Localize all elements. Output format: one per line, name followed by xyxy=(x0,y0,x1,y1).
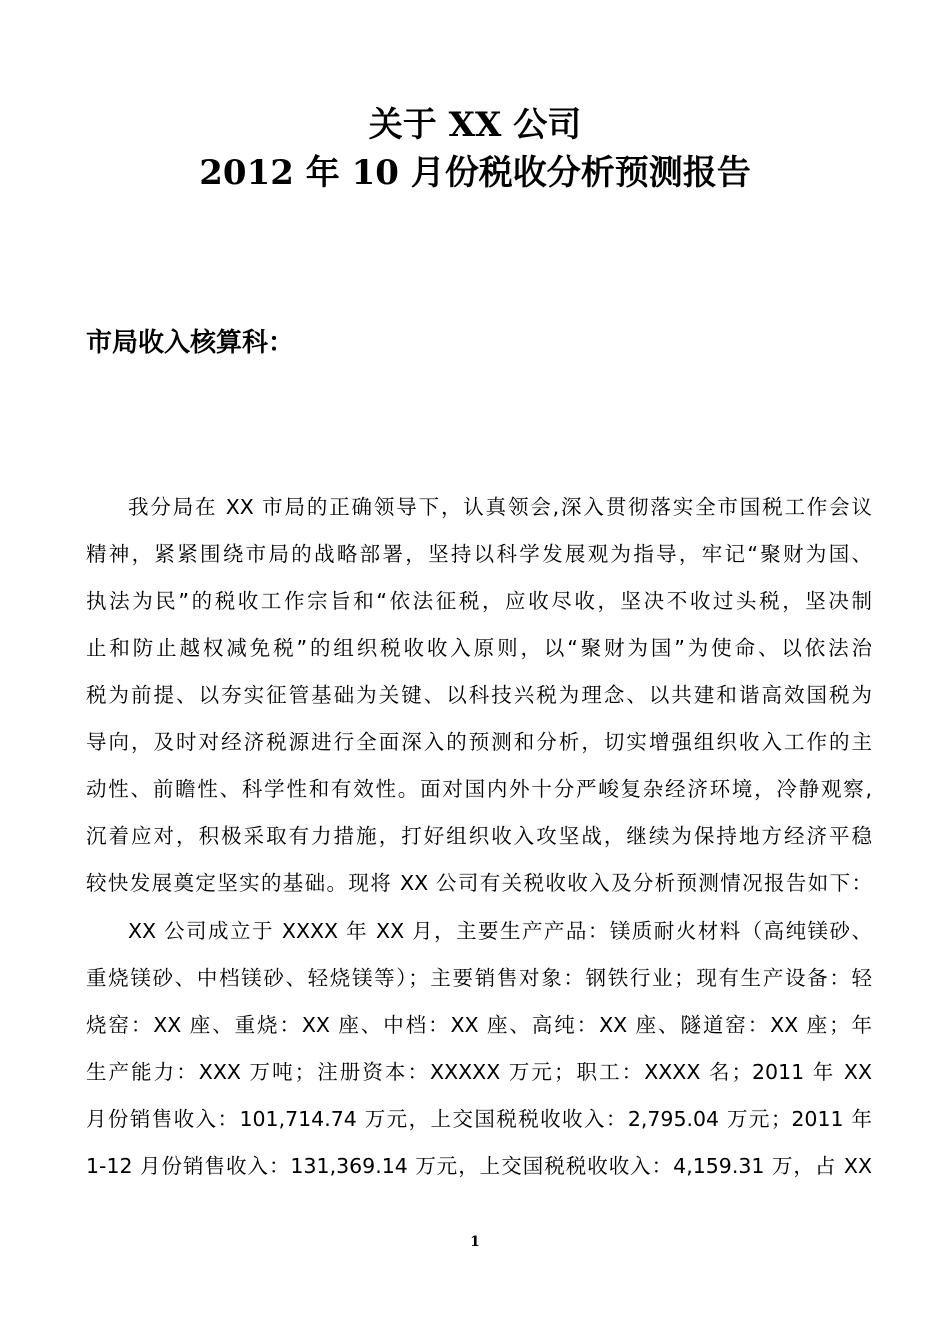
paragraph-2-line: XX 公司成立于 XXXX 年 XX 月，主要生产产品：镁质耐火材料（高纯镁砂、 xyxy=(128,919,872,943)
paragraph-1-line: 执法为民”的税收工作宗旨和“依法征税，应收尽收，坚决不收过头税，坚决制 xyxy=(86,589,872,613)
paragraph-1-line: 导向，及时对经济税源进行全面深入的预测和分析，切实增强组织收入工作的主 xyxy=(86,730,872,754)
page-number: 1 xyxy=(470,1234,480,1250)
paragraph-1-line: 税为前提、以夯实征管基础为关键、以科技兴税为理念、以共建和谐高效国税为 xyxy=(86,683,872,707)
paragraph-2-line: 烧窑：XX 座、重烧：XX 座、中档：XX 座、高纯：XX 座、隧道窑：XX 座；年 xyxy=(86,1013,872,1037)
recipient-heading: 市局收入核算科： xyxy=(86,328,295,358)
paragraph-1-line: 止和防止越权减免税”的组织税收收入原则，以“聚财为国”为使命、以依法治 xyxy=(86,636,872,660)
paragraph-2-line: 1-12 月份销售收入：131,369.14 万元，上交国税税收收入：4,159.31 万，占 XX xyxy=(86,1154,872,1178)
document-title-line-1: 关于 XX 公司 xyxy=(368,105,582,145)
paragraph-1-line: 较快发展奠定坚实的基础。现将 XX 公司有关税收收入及分析预测情况报告如下： xyxy=(86,871,872,895)
paragraph-1-line: 动性、前瞻性、科学性和有效性。面对国内外十分严峻复杂经济环境，冷静观察, xyxy=(86,777,872,801)
paragraph-2-line: 月份销售收入：101,714.74 万元，上交国税税收收入：2,795.04 万元；2011 年 xyxy=(86,1107,872,1131)
paragraph-2-line: 重烧镁砂、中档镁砂、轻烧镁等）；主要销售对象：钢铁行业；现有生产设备：轻 xyxy=(86,966,872,990)
paragraph-1-line: 我分局在 XX 市局的正确领导下，认真领会,深入贯彻落实全市国税工作会议 xyxy=(128,495,872,519)
paragraph-1-line: 精神，紧紧围绕市局的战略部署，坚持以科学发展观为指导，牢记“聚财为国、 xyxy=(86,542,872,566)
paragraph-1-line: 沉着应对，积极采取有力措施，打好组织收入攻坚战，继续为保持地方经济平稳 xyxy=(86,824,872,848)
paragraph-2-line: 生产能力：XXX 万吨；注册资本：XXXXX 万元；职工：XXXX 名；2011 年 XX xyxy=(86,1060,872,1084)
document-title-line-2: 2012 年 10 月份税收分析预测报告 xyxy=(199,153,751,193)
